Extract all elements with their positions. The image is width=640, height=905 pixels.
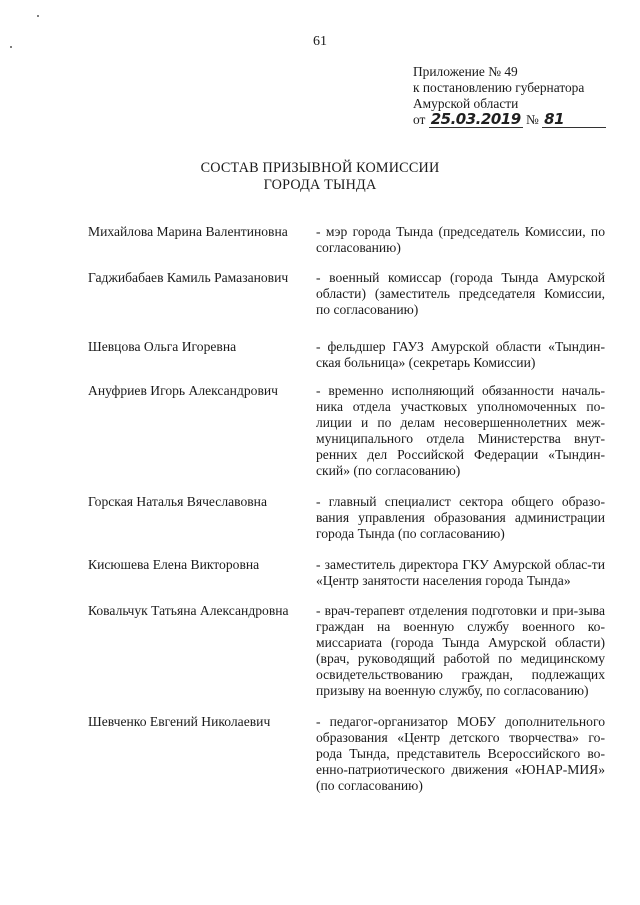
appendix-line-2: к постановлению губернатора — [413, 80, 585, 95]
handwritten-date: 25.03.2019 — [430, 110, 521, 128]
member-row — [0, 494, 640, 542]
member-role: - педагог-организатор МОБУ дополнительного образования «Центр детского творчества» го-рода Тында, представитель Всероссийского во-енно-патриотического движения «ЮНАР-МИЯ» (по согласованию) — [316, 714, 605, 793]
member-role: - временно исполняющий обязанности началь-ника отдела участковых уполномоченных по-лиции и по делам несовершеннолетних меж-муниципального отдела Министерства внут-ренних дел Российской Федерации «Тындин-ский» (по согласованию) — [316, 383, 605, 478]
commission-members-list — [0, 224, 640, 794]
member-row — [0, 383, 640, 479]
member-name: Ануфриев Игорь Александрович — [88, 383, 278, 398]
appendix-line-1: Приложение № 49 — [413, 64, 518, 79]
member-name: Михайлова Марина Валентиновна — [88, 224, 288, 239]
member-row — [0, 270, 640, 318]
document-title — [0, 160, 640, 193]
appendix-date-line — [413, 112, 613, 128]
member-row — [0, 339, 640, 371]
member-role: - фельдшер ГАУЗ Амурской области «Тындин-ская больница» (секретарь Комиссии) — [316, 339, 605, 370]
member-name: Горская Наталья Вячеславовна — [88, 494, 267, 509]
member-role: - военный комиссар (города Тында Амурской области) (заместитель председателя Комиссии, по согласованию) — [316, 270, 605, 317]
appendix-line-3: Амурской области — [413, 96, 519, 111]
scan-speck — [37, 15, 39, 17]
member-name: Ковальчук Татьяна Александровна — [88, 603, 289, 618]
member-name: Гаджибабаев Камиль Рамазанович — [88, 270, 289, 285]
appendix-header — [413, 64, 613, 128]
member-role: - врач-терапевт отделения подготовки и при-зыва граждан на военную службу военного ко-миссариата (города Тында Амурской области) (врач, руководящий работой по медицинскому освидетельствованию граждан, подлежащих призыву на военную службу, по согласованию) — [316, 603, 605, 698]
member-role: - заместитель директора ГКУ Амурской облас-ти «Центр занятости населения города Тында» — [316, 557, 605, 588]
date-prefix: от — [413, 112, 426, 127]
title-line-2: ГОРОДА ТЫНДА — [263, 176, 377, 193]
member-name: Кисюшева Елена Викторовна — [88, 557, 260, 572]
member-role: - мэр города Тында (председатель Комиссии, по согласованию) — [316, 224, 605, 255]
member-row — [0, 224, 640, 256]
title-line-1: СОСТАВ ПРИЗЫВНОЙ КОМИССИИ — [200, 160, 440, 176]
member-row — [0, 714, 640, 794]
member-name: Шевченко Евгений Николаевич — [88, 714, 271, 729]
member-role: - главный специалист сектора общего образо-вания управления образования администрации города Тында (по согласованию) — [316, 494, 605, 541]
member-row — [0, 603, 640, 699]
number-prefix: № — [526, 112, 539, 127]
page-number: 61 — [313, 34, 327, 49]
handwritten-number: 81 — [542, 112, 606, 128]
member-name: Шевцова Ольга Игоревна — [88, 339, 237, 354]
member-row — [0, 557, 640, 589]
